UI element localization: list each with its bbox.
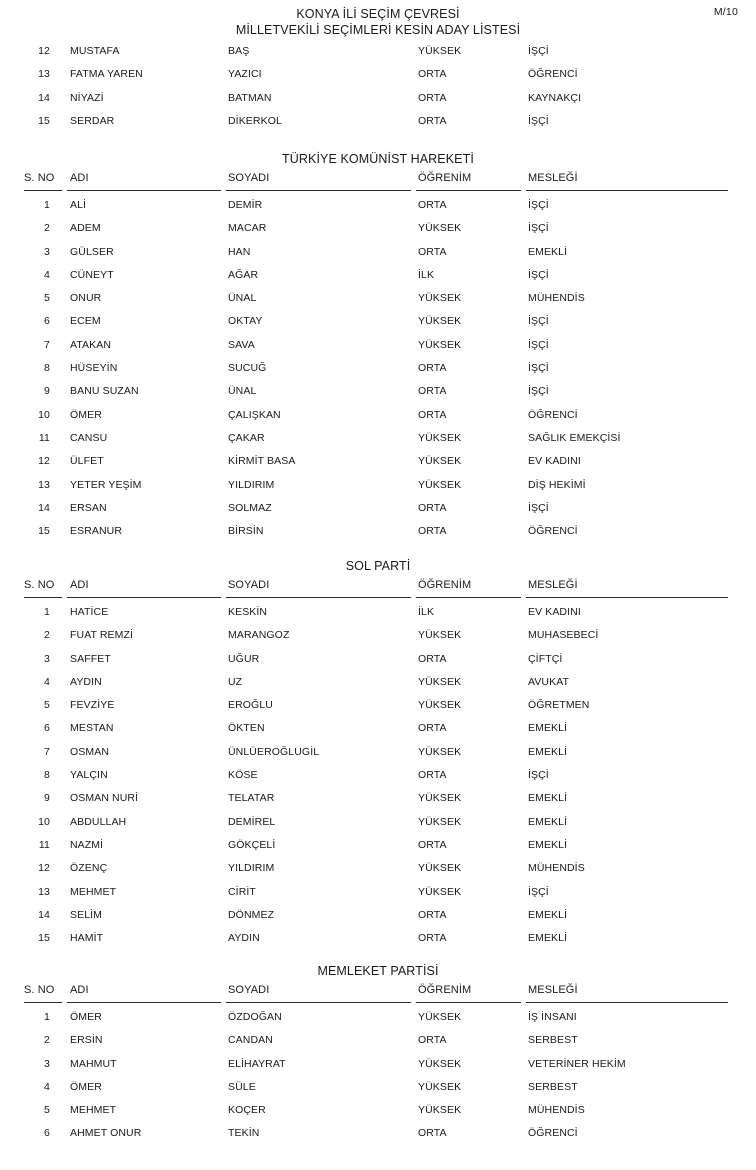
column-header-occupation: MESLEĞİ xyxy=(528,579,578,591)
cell-no: 10 xyxy=(38,815,50,828)
cell-education: ORTA xyxy=(418,91,447,104)
cell-education: YÜKSEK xyxy=(418,699,462,712)
cell-last-name: SUCUĞ xyxy=(228,362,267,375)
cell-first-name: OSMAN NURİ xyxy=(70,792,139,805)
cell-last-name: DEMİREL xyxy=(228,815,276,828)
cell-no: 15 xyxy=(38,525,50,538)
header-rule-segment xyxy=(67,190,221,191)
party-title: TÜRKİYE KOMÜNİST HAREKETİ xyxy=(282,152,474,166)
cell-occupation: EV KADINI xyxy=(528,455,581,468)
cell-education: YÜKSEK xyxy=(418,885,462,898)
cell-occupation: EMEKLİ xyxy=(528,722,568,735)
candidate-row xyxy=(0,287,756,310)
cell-last-name: YILDIRIM xyxy=(228,478,275,491)
cell-first-name: MAHMUT xyxy=(70,1057,117,1070)
party-section xyxy=(0,150,756,543)
cell-last-name: UZ xyxy=(228,675,243,688)
cell-first-name: FUAT REMZİ xyxy=(70,629,134,642)
cell-no: 1 xyxy=(44,1011,50,1023)
header-rule-segment xyxy=(526,190,728,191)
cell-occupation: İŞÇİ xyxy=(528,385,549,398)
cell-no: 9 xyxy=(44,792,50,805)
cell-first-name: ATAKAN xyxy=(70,338,112,351)
candidate-row xyxy=(0,474,756,497)
header-rule-segment xyxy=(24,597,62,598)
column-header-education: ÖĞRENİM xyxy=(418,984,472,996)
cell-last-name: ÜNLÜEROĞLUGİL xyxy=(228,745,320,758)
cell-education: ORTA xyxy=(418,1034,447,1047)
column-header-first-name: ADI xyxy=(70,579,89,591)
cell-first-name: YETER YEŞİM xyxy=(70,478,142,491)
cell-first-name: OSMAN xyxy=(70,745,110,758)
header-rule-segment xyxy=(67,1002,221,1003)
candidate-row xyxy=(0,194,756,217)
cell-no: 14 xyxy=(38,501,50,514)
cell-no: 4 xyxy=(44,268,50,281)
column-header-no: S. NO xyxy=(24,579,55,591)
column-header-occupation: MESLEĞİ xyxy=(528,984,578,996)
cell-occupation: ÖĞRENCİ xyxy=(528,1127,578,1140)
page-marker: M/10 xyxy=(713,6,738,18)
cell-education: ORTA xyxy=(418,1127,447,1140)
cell-education: YÜKSEK xyxy=(418,338,462,351)
candidate-row xyxy=(0,63,756,86)
cell-education: ORTA xyxy=(418,501,447,514)
cell-no: 3 xyxy=(44,652,50,665)
cell-education: YÜKSEK xyxy=(418,862,462,875)
cell-last-name: AĞAR xyxy=(228,268,259,281)
cell-last-name: AYDIN xyxy=(228,932,260,945)
cell-last-name: KİRMİT BASA xyxy=(228,455,296,468)
document-header xyxy=(0,6,756,38)
cell-occupation: EMEKLİ xyxy=(528,932,568,945)
candidate-row xyxy=(0,717,756,740)
cell-last-name: YILDIRIM xyxy=(228,862,275,875)
cell-first-name: AHMET ONUR xyxy=(70,1127,142,1140)
cell-last-name: SAVA xyxy=(228,338,255,351)
candidate-row xyxy=(0,310,756,333)
cell-education: ORTA xyxy=(418,362,447,375)
cell-last-name: ÖZDOĞAN xyxy=(228,1011,282,1023)
cell-occupation: İŞÇİ xyxy=(528,338,549,351)
cell-first-name: ABDULLAH xyxy=(70,815,127,828)
cell-education: YÜKSEK xyxy=(418,675,462,688)
cell-no: 15 xyxy=(38,932,50,945)
cell-occupation: MUHASEBECİ xyxy=(528,629,599,642)
candidate-row xyxy=(0,380,756,403)
cell-first-name: FEVZİYE xyxy=(70,699,115,712)
cell-last-name: BAŞ xyxy=(228,45,250,57)
candidate-row xyxy=(0,450,756,473)
cell-education: YÜKSEK xyxy=(418,292,462,305)
cell-occupation: ÇİFTÇİ xyxy=(528,652,563,665)
cell-first-name: ÖZENÇ xyxy=(70,862,108,875)
cell-first-name: FATMA YAREN xyxy=(70,68,143,81)
cell-first-name: MESTAN xyxy=(70,722,114,735)
cell-first-name: BANU SUZAN xyxy=(70,385,139,398)
cell-last-name: ÜNAL xyxy=(228,385,257,398)
cell-last-name: SÜLE xyxy=(228,1080,256,1093)
document-title-line-1: KONYA İLİ SEÇİM ÇEVRESİ xyxy=(296,7,460,21)
cell-last-name: CİRİT xyxy=(228,885,256,898)
cell-first-name: SELİM xyxy=(70,908,103,921)
header-rule-segment xyxy=(226,190,411,191)
cell-first-name: HATİCE xyxy=(70,606,109,618)
cell-education: YÜKSEK xyxy=(418,1011,462,1023)
cell-first-name: ÖMER xyxy=(70,1080,102,1093)
candidate-row xyxy=(0,881,756,904)
cell-last-name: CANDAN xyxy=(228,1034,273,1047)
cell-occupation: SERBEST xyxy=(528,1034,578,1047)
cell-education: YÜKSEK xyxy=(418,222,462,235)
cell-no: 4 xyxy=(44,1080,50,1093)
cell-last-name: EROĞLU xyxy=(228,699,273,712)
cell-last-name: ELİHAYRAT xyxy=(228,1057,286,1070)
cell-no: 6 xyxy=(44,722,50,735)
cell-no: 11 xyxy=(38,838,50,851)
cell-occupation: EMEKLİ xyxy=(528,815,568,828)
cell-first-name: HÜSEYİN xyxy=(70,362,118,375)
cell-last-name: KÖSE xyxy=(228,769,258,782)
cell-occupation: DİŞ HEKİMİ xyxy=(528,478,586,491)
candidate-row xyxy=(0,1006,756,1029)
cell-last-name: DİKERKOL xyxy=(228,114,282,127)
cell-education: YÜKSEK xyxy=(418,315,462,328)
cell-education: ORTA xyxy=(418,722,447,735)
cell-last-name: SOLMAZ xyxy=(228,501,272,514)
candidate-table xyxy=(0,980,756,1146)
candidate-row xyxy=(0,497,756,520)
candidate-row xyxy=(0,217,756,240)
cell-last-name: TEKİN xyxy=(228,1127,260,1140)
header-rule-segment xyxy=(226,1002,411,1003)
cell-education: YÜKSEK xyxy=(418,745,462,758)
candidate-row xyxy=(0,357,756,380)
cell-last-name: ÖKTEN xyxy=(228,722,265,735)
cell-education: YÜKSEK xyxy=(418,1080,462,1093)
header-rule-segment xyxy=(526,1002,728,1003)
cell-occupation: AVUKAT xyxy=(528,675,570,688)
cell-education: ORTA xyxy=(418,245,447,258)
cell-no: 14 xyxy=(38,91,50,104)
cell-no: 13 xyxy=(38,885,50,898)
candidate-row xyxy=(0,927,756,950)
cell-occupation: EMEKLİ xyxy=(528,245,568,258)
candidate-row xyxy=(0,1122,756,1145)
cell-education: YÜKSEK xyxy=(418,815,462,828)
candidate-row xyxy=(0,110,756,133)
candidate-row xyxy=(0,1053,756,1076)
cell-no: 11 xyxy=(38,431,50,444)
cell-last-name: ÇALIŞKAN xyxy=(228,408,281,421)
cell-education: ORTA xyxy=(418,525,447,538)
candidate-row xyxy=(0,241,756,264)
cell-education: ORTA xyxy=(418,652,447,665)
cell-last-name: DEMİR xyxy=(228,199,263,211)
cell-occupation: İŞÇİ xyxy=(528,45,549,57)
cell-education: YÜKSEK xyxy=(418,45,462,57)
cell-occupation: MÜHENDİS xyxy=(528,1104,585,1117)
header-rule-segment xyxy=(67,597,221,598)
cell-first-name: NİYAZİ xyxy=(70,91,104,104)
cell-first-name: ÖMER xyxy=(70,1011,102,1023)
cell-education: ORTA xyxy=(418,769,447,782)
cell-no: 5 xyxy=(44,1104,50,1117)
candidate-row xyxy=(0,764,756,787)
cell-education: ORTA xyxy=(418,68,447,81)
cell-education: İLK xyxy=(418,606,435,618)
cell-last-name: BATMAN xyxy=(228,91,272,104)
cell-last-name: TELATAR xyxy=(228,792,275,805)
cell-education: İLK xyxy=(418,268,435,281)
cell-no: 5 xyxy=(44,292,50,305)
cell-no: 6 xyxy=(44,1127,50,1140)
cell-last-name: KESKİN xyxy=(228,606,268,618)
candidate-row xyxy=(0,1029,756,1052)
column-header-no: S. NO xyxy=(24,172,55,184)
cell-first-name: SERDAR xyxy=(70,114,115,127)
cell-last-name: GÖKÇELİ xyxy=(228,838,276,851)
cell-first-name: ÖMER xyxy=(70,408,102,421)
cell-education: YÜKSEK xyxy=(418,629,462,642)
header-rule-segment xyxy=(416,190,521,191)
cell-education: YÜKSEK xyxy=(418,1104,462,1117)
cell-education: ORTA xyxy=(418,932,447,945)
cell-education: YÜKSEK xyxy=(418,478,462,491)
cell-no: 7 xyxy=(44,745,50,758)
header-rule-segment xyxy=(416,1002,521,1003)
cell-occupation: İŞÇİ xyxy=(528,501,549,514)
candidate-row xyxy=(0,694,756,717)
cell-last-name: DÖNMEZ xyxy=(228,908,275,921)
cell-occupation: İŞ İNSANI xyxy=(528,1011,577,1023)
cell-first-name: HAMİT xyxy=(70,932,104,945)
cell-education: YÜKSEK xyxy=(418,431,462,444)
cell-first-name: ERSAN xyxy=(70,501,107,514)
cell-first-name: MEHMET xyxy=(70,885,117,898)
cell-no: 14 xyxy=(38,908,50,921)
table-header-row xyxy=(0,168,756,189)
candidate-row xyxy=(0,671,756,694)
candidate-row xyxy=(0,40,756,63)
cell-education: ORTA xyxy=(418,838,447,851)
cell-no: 1 xyxy=(44,199,50,211)
cell-occupation: ÖĞRETMEN xyxy=(528,699,590,712)
cell-occupation: MÜHENDİS xyxy=(528,862,585,875)
header-rule-segment xyxy=(526,597,728,598)
party-section xyxy=(0,962,756,1146)
cell-last-name: KOÇER xyxy=(228,1104,266,1117)
cell-first-name: MUSTAFA xyxy=(70,45,120,57)
cell-no: 7 xyxy=(44,338,50,351)
continued-rows-table xyxy=(0,40,756,133)
column-header-first-name: ADI xyxy=(70,172,89,184)
column-header-last-name: SOYADI xyxy=(228,172,270,184)
candidate-table xyxy=(0,168,756,543)
cell-no: 3 xyxy=(44,1057,50,1070)
cell-no: 15 xyxy=(38,114,50,127)
party-title: MEMLEKET PARTİSİ xyxy=(317,964,439,978)
column-header-first-name: ADI xyxy=(70,984,89,996)
cell-education: YÜKSEK xyxy=(418,1057,462,1070)
cell-occupation: İŞÇİ xyxy=(528,362,549,375)
cell-occupation: EMEKLİ xyxy=(528,908,568,921)
cell-first-name: ALİ xyxy=(70,199,87,211)
cell-last-name: ÜNAL xyxy=(228,292,257,305)
cell-no: 1 xyxy=(44,606,50,618)
cell-occupation: İŞÇİ xyxy=(528,769,549,782)
candidate-row xyxy=(0,624,756,647)
cell-education: ORTA xyxy=(418,114,447,127)
table-header-row xyxy=(0,980,756,1001)
table-header-row xyxy=(0,575,756,596)
cell-first-name: ERSİN xyxy=(70,1034,103,1047)
candidate-row xyxy=(0,1099,756,1122)
cell-no: 12 xyxy=(38,45,50,57)
header-rule-segment xyxy=(24,190,62,191)
cell-no: 12 xyxy=(38,455,50,468)
header-rule-segment xyxy=(226,597,411,598)
candidate-row xyxy=(0,834,756,857)
cell-first-name: ESRANUR xyxy=(70,525,123,538)
candidate-row xyxy=(0,87,756,110)
candidate-row xyxy=(0,648,756,671)
cell-no: 5 xyxy=(44,699,50,712)
header-rule-segment xyxy=(24,1002,62,1003)
cell-education: ORTA xyxy=(418,408,447,421)
candidate-row xyxy=(0,1076,756,1099)
candidate-row xyxy=(0,334,756,357)
candidate-row xyxy=(0,264,756,287)
cell-occupation: VETERİNER HEKİM xyxy=(528,1057,626,1070)
cell-occupation: ÖĞRENCİ xyxy=(528,525,578,538)
cell-education: YÜKSEK xyxy=(418,455,462,468)
cell-occupation: İŞÇİ xyxy=(528,222,549,235)
cell-occupation: ÖĞRENCİ xyxy=(528,68,578,81)
cell-last-name: ÇAKAR xyxy=(228,431,265,444)
cell-first-name: AYDIN xyxy=(70,675,102,688)
cell-no: 10 xyxy=(38,408,50,421)
cell-last-name: MACAR xyxy=(228,222,267,235)
cell-occupation: SAĞLIK EMEKÇİSİ xyxy=(528,431,621,444)
cell-no: 2 xyxy=(44,222,50,235)
candidate-row xyxy=(0,601,756,624)
candidate-table xyxy=(0,575,756,950)
cell-first-name: MEHMET xyxy=(70,1104,117,1117)
column-header-occupation: MESLEĞİ xyxy=(528,172,578,184)
cell-first-name: NAZMİ xyxy=(70,838,104,851)
cell-occupation: EMEKLİ xyxy=(528,745,568,758)
cell-no: 9 xyxy=(44,385,50,398)
cell-occupation: ÖĞRENCİ xyxy=(528,408,578,421)
candidate-row xyxy=(0,427,756,450)
cell-occupation: İŞÇİ xyxy=(528,114,549,127)
cell-occupation: MÜHENDİS xyxy=(528,292,585,305)
cell-occupation: İŞÇİ xyxy=(528,199,549,211)
party-title: SOL PARTİ xyxy=(345,559,411,573)
cell-education: ORTA xyxy=(418,385,447,398)
cell-no: 4 xyxy=(44,675,50,688)
party-section xyxy=(0,557,756,950)
cell-no: 6 xyxy=(44,315,50,328)
cell-last-name: YAZICI xyxy=(228,68,262,81)
cell-first-name: GÜLSER xyxy=(70,245,114,258)
column-header-last-name: SOYADI xyxy=(228,579,270,591)
continued-rows-body xyxy=(0,40,756,133)
cell-last-name: OKTAY xyxy=(228,315,263,328)
candidate-row xyxy=(0,904,756,927)
cell-first-name: ÜLFET xyxy=(70,455,104,468)
column-header-education: ÖĞRENİM xyxy=(418,579,472,591)
cell-first-name: CANSU xyxy=(70,431,108,444)
cell-first-name: ECEM xyxy=(70,315,101,328)
cell-occupation: İŞÇİ xyxy=(528,268,549,281)
cell-no: 13 xyxy=(38,478,50,491)
cell-occupation: İŞÇİ xyxy=(528,315,549,328)
cell-occupation: SERBEST xyxy=(528,1080,578,1093)
cell-last-name: MARANGOZ xyxy=(228,629,290,642)
cell-no: 2 xyxy=(44,629,50,642)
cell-last-name: HAN xyxy=(228,245,251,258)
candidate-row xyxy=(0,404,756,427)
cell-education: ORTA xyxy=(418,908,447,921)
document-title-line-2: MİLLETVEKİLİ SEÇİMLERİ KESİN ADAY LİSTESİ xyxy=(235,23,521,37)
cell-first-name: ADEM xyxy=(70,222,101,235)
cell-no: 8 xyxy=(44,769,50,782)
cell-occupation: EV KADINI xyxy=(528,606,581,618)
cell-no: 13 xyxy=(38,68,50,81)
candidate-row xyxy=(0,787,756,810)
cell-no: 3 xyxy=(44,245,50,258)
candidate-row xyxy=(0,741,756,764)
candidate-row xyxy=(0,520,756,543)
column-header-last-name: SOYADI xyxy=(228,984,270,996)
cell-last-name: BİRSİN xyxy=(228,525,264,538)
cell-occupation: EMEKLİ xyxy=(528,792,568,805)
cell-education: YÜKSEK xyxy=(418,792,462,805)
cell-occupation: İŞÇİ xyxy=(528,885,549,898)
candidate-row xyxy=(0,811,756,834)
cell-first-name: SAFFET xyxy=(70,652,111,665)
cell-first-name: YALÇIN xyxy=(70,769,108,782)
cell-no: 2 xyxy=(44,1034,50,1047)
cell-first-name: ONUR xyxy=(70,292,102,305)
cell-no: 8 xyxy=(44,362,50,375)
cell-first-name: CÜNEYT xyxy=(70,268,114,281)
column-header-no: S. NO xyxy=(24,984,55,996)
cell-no: 12 xyxy=(38,862,50,875)
cell-occupation: KAYNAKÇI xyxy=(528,91,582,104)
cell-last-name: UĞUR xyxy=(228,652,260,665)
header-rule-segment xyxy=(416,597,521,598)
candidate-row xyxy=(0,857,756,880)
cell-occupation: EMEKLİ xyxy=(528,838,568,851)
column-header-education: ÖĞRENİM xyxy=(418,172,472,184)
cell-education: ORTA xyxy=(418,199,447,211)
